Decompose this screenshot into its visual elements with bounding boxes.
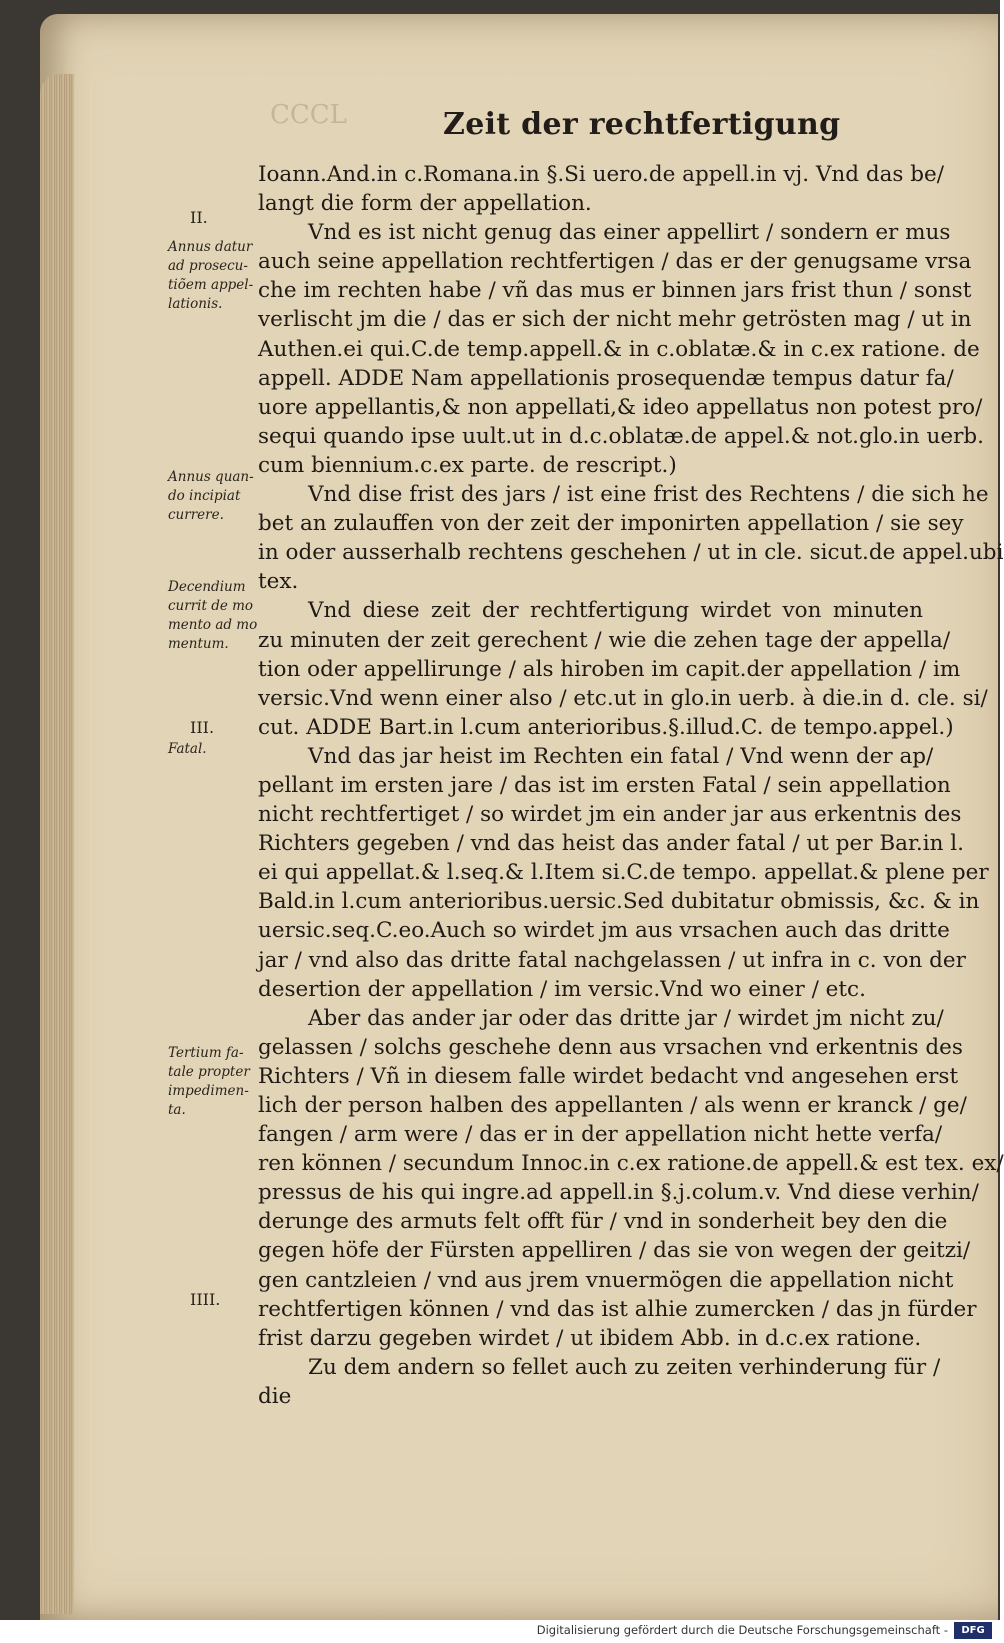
footer-bar [0,1620,1000,1643]
margin-note-line: Annus datur [168,239,253,255]
margin-note-line: Annus quan- [168,469,254,485]
text-line: Vnd diese zeit der rechtfertigung wirdet von minuten [308,598,923,624]
footer-credit: Digitalisierung gefördert durch die Deutsche Forschungsgemeinschaft - [536,1623,948,1637]
margin-note-line: Decendium [168,579,246,595]
text-line: Vnd dise frist des jars / ist eine frist des Rechtens / die sich he [308,482,989,508]
text-line: jar / vnd also das dritte fatal nachgelassen / ut infra in c. von der [258,947,966,973]
text-line: die [258,1383,292,1409]
text-line: uore appellantis,& non appellati,& ideo appellatus non potest pro/ [258,394,983,420]
margin-note-line: tiõem appel- [168,277,254,293]
text-line: derunge des armuts felt offt für / vnd in sonderheit bey den die [258,1209,948,1235]
text-line: fangen / arm were / das er in der appellation nicht hette verfa/ [258,1122,943,1148]
text-line: rechtfertigen können / vnd das ist alhie zumercken / das jn fürder [258,1296,977,1322]
text-line: ren können / secundum Innoc.in c.ex ratione.de appell.& est tex. ex/ [258,1151,1004,1177]
dfg-logo: DFG [954,1622,992,1639]
text-line: ei qui appellat.& l.seq.& l.Item si.C.de tempo. appellat.& plene per [258,860,989,886]
margin-note-line: do incipiat [168,488,241,504]
text-line: cum biennium.c.ex parte. de rescript.) [258,452,677,478]
text-line: cut. ADDE Bart.in l.cum anterioribus.§.illud.C. de tempo.appel.) [258,714,954,740]
text-line: Bald.in l.cum anterioribus.uersic.Sed dubitatur obmissis, &c. & in [258,889,980,915]
text-line: tion oder appellirunge / als hiroben im capit.der appellation / im [258,656,961,682]
text-line: Ioann.And.in c.Romana.in §.Si uero.de appell.in vj. Vnd das be/ [258,162,945,187]
text-line: zu minuten der zeit gerechent / wie die zehen tage der appella/ [258,627,951,653]
page-edges [40,74,74,1614]
text-line: pressus de his qui ingre.ad appell.in §.j.colum.v. Vnd diese verhin/ [258,1180,979,1206]
margin-note-annus-quando [168,468,258,525]
text-line: frist darzu gegeben wirdet / ut ibidem Abb. in d.c.ex ratione. [258,1325,922,1351]
margin-note-line: impedimen- [168,1083,249,1099]
margin-note-line: lationis. [168,296,223,312]
margin-note-line: tale propter [168,1064,250,1080]
text-line: gegen höfe der Fürsten appelliren / das sie von wegen der geitzi/ [258,1238,971,1264]
text-line: appell. ADDE Nam appellationis prosequendæ tempus datur fa/ [258,365,954,391]
text-line: in oder ausserhalb rechtens geschehen / ut in cle. sicut.de appel.ubi [258,540,1004,566]
text-line: tex. [258,569,299,595]
faint-page-number: CCCL [270,100,347,130]
text-line: versic.Vnd wenn einer also / etc.ut in glo.in uerb. à die.in d. cle. si/ [258,685,988,711]
text-line: pellant im ersten jare / das ist im ersten Fatal / sein appellation [258,772,951,798]
section-number-3: III. [190,718,215,737]
margin-note-line: currit de mo [168,598,254,614]
text-line: Aber das ander jar oder das dritte jar / wirdet jm nicht zu/ [308,1005,944,1031]
text-line: Richters / Vñ in diesem falle wirdet bedacht vnd angesehen erst [258,1063,959,1089]
section-number-4: IIII. [190,1290,221,1309]
margin-note-line: mento ad mo [168,617,258,633]
margin-note-annus-datur [168,238,258,314]
text-line: Authen.ei qui.C.de temp.appell.& in c.oblatæ.& in c.ex ratione. de [258,336,980,362]
margin-note-tertium-fatale [168,1044,258,1120]
text-line: lich der person halben des appellanten / als wenn er kranck / ge/ [258,1093,967,1118]
body-text [258,160,1004,1411]
text-line: Vnd es ist nicht genug das einer appellirt / sondern er mus [308,220,951,246]
text-line: desertion der appellation / im versic.Vnd wo einer / etc. [258,976,866,1002]
margin-note-line: ta. [168,1102,186,1118]
running-head: Zeit der rechtfertigung [443,107,841,142]
text-line: gen cantzleien / vnd aus jrem vnuermögen die appellation nicht [258,1267,954,1293]
margin-note-line: Tertium fa- [168,1045,244,1061]
text-line: Vnd das jar heist im Rechten ein fatal / Vnd wenn der ap/ [308,743,934,769]
margin-note-decendium [168,578,258,654]
text-line: Richters gegeben / vnd das heist das ander fatal / ut per Bar.in l. [258,831,964,857]
text-line: gelassen / solchs geschehe denn aus vrsachen vnd erkentnis des [258,1034,963,1060]
margin-note-line: mentum. [168,636,229,652]
text-line: sequi quando ipse uult.ut in d.c.oblatæ.de appel.& not.glo.in uerb. [258,423,984,449]
margin-note-line: ad prosecu- [168,258,248,274]
margin-note-line: currere. [168,507,224,523]
text-line: che im rechten habe / vñ das mus er binnen jars frist thun / sonst [258,278,972,304]
text-line: nicht rechtfertiget / so wirdet jm ein ander jar aus erkentnis des [258,802,962,828]
text-line: verlischt jm die / das er sich der nicht mehr getrösten mag / ut in [258,307,972,333]
text-line: bet an zulauffen von der zeit der imponirten appellation / sie sey [258,511,964,537]
margin-note-line: Fatal. [168,741,207,757]
text-line: auch seine appellation rechtfertigen / das er der genugsame vrsa [258,249,972,275]
section-number-2: II. [190,208,208,227]
text-line: uersic.seq.C.eo.Auch so wirdet jm aus vrsachen auch das dritte [258,918,950,944]
margin-note-fatal [168,740,258,759]
text-line: Zu dem andern so fellet auch zu zeiten verhinderung für / [308,1354,941,1380]
text-line: langt die form der appellation. [258,191,592,217]
